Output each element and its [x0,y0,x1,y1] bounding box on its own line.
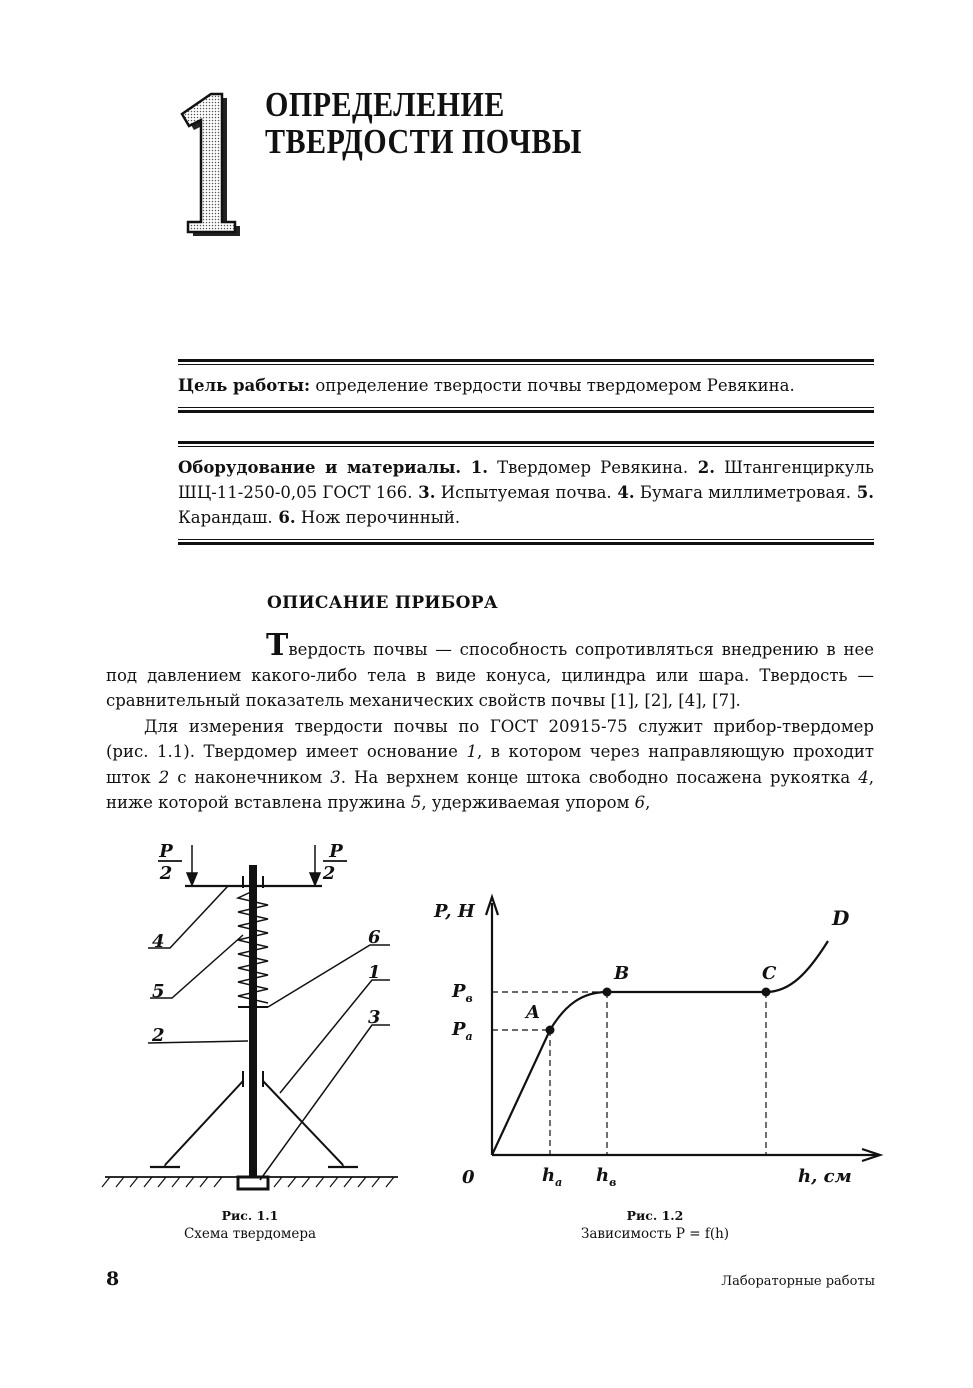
purpose-text [178,365,874,407]
chapter-title-line2: ТВЕРДОСТИ ПОЧВЫ [265,122,582,161]
point-label-b: B [614,963,630,984]
callout-3: 3 [368,1007,381,1028]
point-label-a: A [526,1002,540,1023]
callout-1: 1 [368,962,381,983]
body-text [106,628,874,816]
figure-1-2-pressure-curve [430,893,885,1198]
x-tick-hb: $h_в$ [596,1165,617,1189]
paragraph-1: Твердость почвы — способность сопротивляться внедрению в нее под давлением какого-либо тела в виде конуса, цилиндра или шара. Твердость — сравнительный показатель механических свойств почвы [1], [2], [4], [7]. [106,628,874,710]
purpose-label: Цель работы: [178,376,311,395]
x-tick-ha: $h_а$ [542,1165,563,1189]
equipment-label: Оборудование и материалы. [178,458,462,477]
purpose-frame [178,359,874,413]
paragraph-2: Для измерения твердости почвы по ГОСТ 20915-75 служит прибор-твердомер (рис. 1.1). Твердомер имеет основание 1, в котором через направляющую проходит шток 2 с наконечником 3. На верхнем конце штока свободно посажена рукоятка 4, ниже которой вставлена пружина 5, удерживаемая упором 6, [106,716,874,812]
callout-5: 5 [152,981,165,1002]
chapter-number-text: 1 [178,86,179,87]
y-tick-pa: $P_а$ [452,1019,473,1043]
callout-2: 2 [152,1025,165,1046]
equipment-frame [178,441,874,545]
figure-1-2-caption-text: Зависимость P = f(h) [580,1226,730,1242]
figure-1-2-caption-number: Рис. 1.2 [626,1208,684,1223]
x-axis-label: h, см [798,1166,852,1187]
callout-4: 4 [152,931,165,952]
section-heading: ОПИСАНИЕ ПРИБОРА [267,593,498,613]
figure-1-1-caption-number: Рис. 1.1 [221,1208,279,1223]
force-label-left-denominator: 2 [159,863,173,884]
point-label-c: C [762,963,777,984]
chapter-title-line1: ОПРЕДЕЛЕНИЕ [265,85,505,124]
callout-6: 6 [368,927,381,948]
figure-1-1-caption-text: Схема твердомера [183,1226,317,1242]
chapter-title [265,86,582,160]
chapter-number [178,86,250,242]
force-label-right-numerator: P [329,841,343,862]
force-label-right-denominator: 2 [322,863,336,884]
origin-label: 0 [462,1167,475,1188]
y-axis-label: P, Н [434,901,475,922]
figure-1-1-tester-scheme [100,835,400,1200]
running-title: Лабораторные работы [721,1274,875,1289]
y-tick-pb: $P_в$ [452,981,473,1005]
force-label-left-numerator: P [159,841,173,862]
purpose-body: определение твердости почвы твердомером Ревякина. [310,376,795,395]
equipment-text: Оборудование и материалы. 1. Твердомер Ревякина. 2. Штангенциркуль ШЦ-11-250-0,05 ГОСТ 166. 3. Испытуемая почва. 4. Бумага миллиметровая. 5. Карандаш. 6. Нож перочинный. [178,458,874,527]
figure-1-2-caption [545,1207,765,1243]
figure-1-1-caption [150,1207,350,1243]
page-number: 8 [106,1268,120,1290]
drop-cap: Т [266,628,289,663]
point-label-d: D [832,906,850,930]
